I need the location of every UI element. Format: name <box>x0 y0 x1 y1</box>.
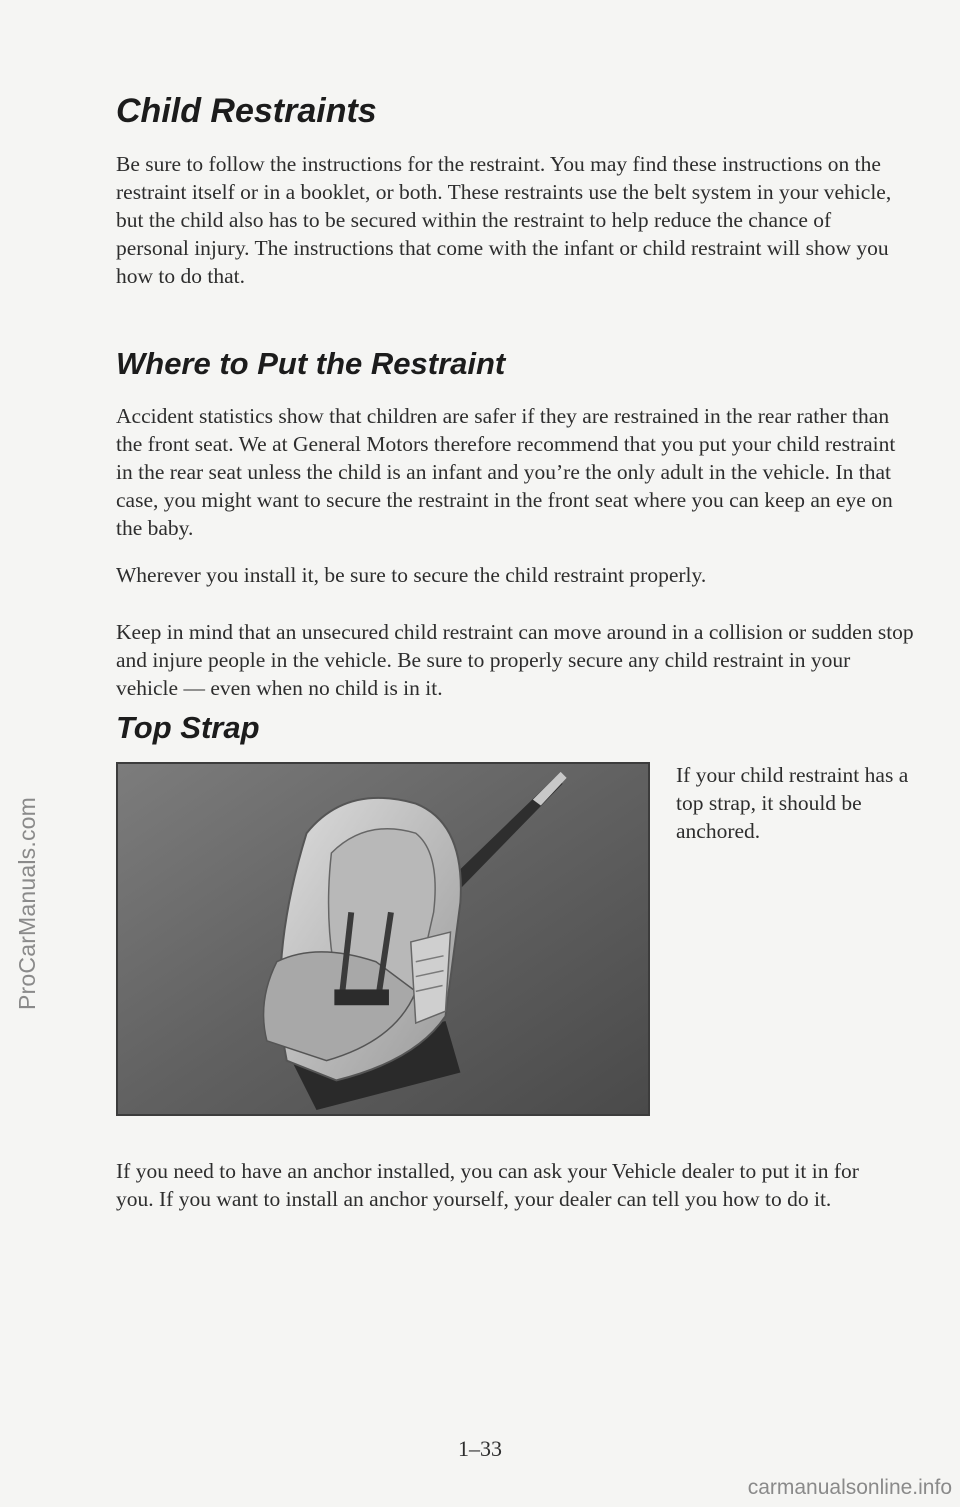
paragraph-unsecured-warning: Keep in mind that an unsecured child restraint can move around in a collision or sudden stop and injure people in the vehicle. Be sure to properly secure any child restraint in your vehicle — even when no child is in it. <box>116 620 914 700</box>
child-seat-illustration <box>116 762 650 1116</box>
paragraph-instructions: Be sure to follow the instructions for the restraint. You may find these instructions on the restraint itself or in a booklet, or both. These restraints use the belt system in your vehicle, but the child also has to be secured within the restraint to help reduce the chance of personal injury. The instructions that come with the infant or child restraint will show you how to do that. <box>116 152 892 288</box>
child-seat-drawing <box>118 764 648 1114</box>
heading-top-strap: Top Strap <box>116 710 260 745</box>
paragraph-anchor-install: If you need to have an anchor installed, you can ask your Vehicle dealer to put it in for you. If you want to install an anchor yourself, your dealer can tell you how to do it. <box>116 1159 859 1211</box>
heading-child-restraints: Child Restraints <box>116 92 377 130</box>
heading-where-to-put: Where to Put the Restraint <box>116 346 506 381</box>
paragraph-secure-properly: Wherever you install it, be sure to secure the child restraint properly. <box>116 563 707 587</box>
page-number: 1–33 <box>458 1436 502 1461</box>
side-watermark: ProCarManuals.com <box>14 796 40 1010</box>
top-strap-note: If your child restraint has a top strap, it should be anchored. <box>676 763 909 843</box>
footer-watermark: carmanualsonline.info <box>747 1476 952 1499</box>
paragraph-accident-statistics: Accident statistics show that children are safer if they are restrained in the rear rather than the front seat. We at General Motors therefore recommend that you put your child restraint in the rear seat unless the child is an infant and you’re the only adult in the vehicle. In that case, you might want to secure the restraint in the front seat where you can keep an eye on the baby. <box>116 404 896 540</box>
